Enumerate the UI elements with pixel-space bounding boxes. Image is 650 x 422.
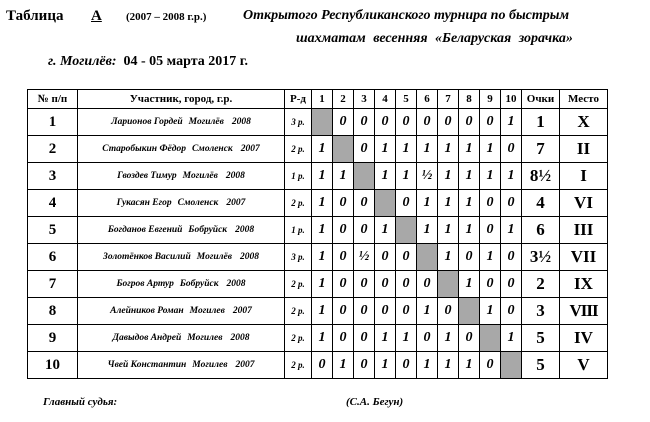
rank-cell: 3 р.: [285, 109, 312, 136]
participant-city: Могилев: [192, 360, 228, 370]
result-cell: 1: [417, 190, 438, 217]
participant-cell: [78, 298, 285, 325]
table-row: [28, 109, 608, 136]
result-cell: 1: [459, 271, 480, 298]
result-cell: 1: [333, 163, 354, 190]
table-row: [28, 190, 608, 217]
result-cell: ½: [354, 244, 375, 271]
points-cell: 3: [522, 298, 560, 325]
participant-cell: [78, 163, 285, 190]
chief-judge-label: Главный судья:: [43, 396, 118, 408]
result-cell: 1: [438, 136, 459, 163]
col-header-round-9: 9: [480, 90, 501, 109]
participant-birth-year: 2008: [226, 279, 246, 289]
result-cell: 1: [459, 163, 480, 190]
table-row: [28, 352, 608, 379]
row-number: 7: [28, 271, 78, 298]
row-number: 10: [28, 352, 78, 379]
diagonal-cell: [480, 325, 501, 352]
participant-name: Ларионов Гордей: [111, 117, 183, 127]
row-number: 5: [28, 217, 78, 244]
col-header-round-6: 6: [417, 90, 438, 109]
result-cell: 0: [438, 298, 459, 325]
result-cell: 1: [375, 217, 396, 244]
participant-city: Смоленск: [191, 144, 233, 154]
result-cell: 0: [354, 325, 375, 352]
participant-cell: [78, 190, 285, 217]
result-cell: 1: [501, 325, 522, 352]
col-header-round-1: 1: [312, 90, 333, 109]
row-number: 9: [28, 325, 78, 352]
table-row: [28, 298, 608, 325]
row-number: 2: [28, 136, 78, 163]
participant-cell: [78, 244, 285, 271]
rank-cell: 2 р.: [285, 352, 312, 379]
result-cell: 1: [375, 163, 396, 190]
diagonal-cell: [312, 109, 333, 136]
result-cell: 0: [501, 136, 522, 163]
place-cell: IX: [560, 271, 608, 298]
col-header-num: № п/п: [28, 90, 78, 109]
result-cell: 0: [354, 271, 375, 298]
row-number: 8: [28, 298, 78, 325]
result-cell: 1: [459, 352, 480, 379]
result-cell: 0: [480, 271, 501, 298]
result-cell: 0: [396, 244, 417, 271]
participant-name: Золотёнков Василий: [103, 252, 191, 262]
result-cell: 1: [312, 298, 333, 325]
rank-cell: 2 р.: [285, 271, 312, 298]
result-cell: 0: [354, 136, 375, 163]
diagonal-cell: [333, 136, 354, 163]
result-cell: 1: [312, 271, 333, 298]
result-cell: 0: [459, 325, 480, 352]
col-header-points: Очки: [522, 90, 560, 109]
result-cell: 0: [417, 109, 438, 136]
result-cell: 1: [438, 325, 459, 352]
participant-cell: [78, 325, 285, 352]
result-cell: 0: [459, 244, 480, 271]
rank-cell: 1 р.: [285, 163, 312, 190]
chief-judge-name: (С.А. Бегун): [346, 396, 404, 408]
result-cell: 0: [438, 109, 459, 136]
result-cell: 1: [438, 244, 459, 271]
result-cell: 0: [417, 325, 438, 352]
result-cell: 0: [480, 352, 501, 379]
tournament-title-line1: Открытого Республиканского турнира по быстрым: [243, 8, 570, 23]
result-cell: 1: [375, 325, 396, 352]
rank-cell: 2 р.: [285, 136, 312, 163]
result-cell: 1: [501, 109, 522, 136]
participant-city: Смоленск: [177, 198, 219, 208]
participant-name: Гукасян Егор: [116, 198, 172, 208]
result-cell: 0: [396, 190, 417, 217]
points-cell: 1: [522, 109, 560, 136]
result-cell: 1: [438, 217, 459, 244]
result-cell: 1: [417, 352, 438, 379]
result-cell: 0: [375, 109, 396, 136]
participant-name: Алейников Роман: [110, 306, 184, 316]
place-cell: IV: [560, 325, 608, 352]
participant-city: Могилев: [187, 333, 223, 343]
participant-birth-year: 2008: [235, 225, 255, 235]
participant-city: Бобруйск: [188, 225, 228, 235]
col-header-rank: Р-д: [285, 90, 312, 109]
result-cell: 0: [501, 190, 522, 217]
table-row: [28, 244, 608, 271]
col-header-round-2: 2: [333, 90, 354, 109]
result-cell: 0: [333, 190, 354, 217]
place-cell: VII: [560, 244, 608, 271]
col-header-round-5: 5: [396, 90, 417, 109]
diagonal-cell: [438, 271, 459, 298]
result-cell: 0: [333, 109, 354, 136]
points-cell: 3½: [522, 244, 560, 271]
result-cell: 0: [501, 298, 522, 325]
birth-years: (2007 – 2008 г.р.): [126, 11, 207, 23]
location-dates: [48, 54, 248, 70]
result-cell: ½: [417, 163, 438, 190]
col-header-round-3: 3: [354, 90, 375, 109]
col-header-round-8: 8: [459, 90, 480, 109]
points-cell: 8½: [522, 163, 560, 190]
diagonal-cell: [396, 217, 417, 244]
diagonal-cell: [417, 244, 438, 271]
place-cell: V: [560, 352, 608, 379]
table-row: [28, 271, 608, 298]
result-cell: 0: [501, 244, 522, 271]
table-row: [28, 325, 608, 352]
result-cell: 1: [396, 136, 417, 163]
result-cell: 0: [480, 190, 501, 217]
result-cell: 1: [438, 352, 459, 379]
participant-birth-year: 2007: [235, 360, 255, 370]
result-cell: 0: [354, 298, 375, 325]
points-cell: 6: [522, 217, 560, 244]
participant-birth-year: 2008: [239, 252, 259, 262]
place-cell: X: [560, 109, 608, 136]
result-cell: 1: [480, 298, 501, 325]
row-number: 4: [28, 190, 78, 217]
result-cell: 1: [312, 325, 333, 352]
result-cell: 1: [417, 136, 438, 163]
participant-name: Чвей Константин: [107, 360, 187, 370]
participant-name: Давыдов Андрей: [112, 333, 182, 343]
place-cell: VIII: [560, 298, 608, 325]
participant-name: Богданов Евгений: [107, 225, 183, 235]
place-cell: II: [560, 136, 608, 163]
result-cell: 1: [459, 136, 480, 163]
row-number: 6: [28, 244, 78, 271]
result-cell: 1: [417, 217, 438, 244]
result-cell: 1: [459, 217, 480, 244]
participant-birth-year: 2008: [230, 333, 250, 343]
result-cell: 1: [375, 136, 396, 163]
result-cell: 1: [312, 244, 333, 271]
result-cell: 0: [396, 271, 417, 298]
result-cell: 0: [354, 217, 375, 244]
rank-cell: 2 р.: [285, 298, 312, 325]
participant-city: Могилёв: [182, 171, 218, 181]
col-header-round-4: 4: [375, 90, 396, 109]
result-cell: 0: [501, 271, 522, 298]
participant-birth-year: 2008: [231, 117, 251, 127]
result-cell: 1: [417, 298, 438, 325]
participant-birth-year: 2007: [232, 306, 252, 316]
col-header-round-7: 7: [438, 90, 459, 109]
result-cell: 1: [480, 163, 501, 190]
result-cell: 1: [459, 190, 480, 217]
participant-birth-year: 2008: [225, 171, 245, 181]
result-cell: 1: [333, 352, 354, 379]
place-cell: I: [560, 163, 608, 190]
result-cell: 0: [396, 352, 417, 379]
result-cell: 0: [333, 271, 354, 298]
diagonal-cell: [459, 298, 480, 325]
points-cell: 2: [522, 271, 560, 298]
row-number: 3: [28, 163, 78, 190]
result-cell: 0: [333, 325, 354, 352]
participant-city: Могилёв: [196, 252, 232, 262]
result-cell: 1: [312, 217, 333, 244]
result-cell: 0: [354, 352, 375, 379]
rank-cell: 2 р.: [285, 190, 312, 217]
participant-name: Богров Артур: [116, 279, 174, 289]
participant-city: Могилёв: [188, 117, 224, 127]
result-cell: 1: [480, 136, 501, 163]
dates: 04 - 05 марта 2017 г.: [123, 54, 249, 69]
result-cell: 1: [438, 190, 459, 217]
result-cell: 0: [480, 217, 501, 244]
result-cell: 0: [396, 298, 417, 325]
result-cell: 1: [501, 217, 522, 244]
result-cell: 1: [375, 352, 396, 379]
participant-birth-year: 2007: [240, 144, 260, 154]
participant-cell: [78, 271, 285, 298]
result-cell: 0: [396, 109, 417, 136]
diagonal-cell: [354, 163, 375, 190]
crosstable: [27, 89, 608, 379]
table-letter: А: [91, 8, 102, 24]
row-number: 1: [28, 109, 78, 136]
col-header-round-10: 10: [501, 90, 522, 109]
rank-cell: 1 р.: [285, 217, 312, 244]
result-cell: 0: [333, 298, 354, 325]
table-row: [28, 217, 608, 244]
result-cell: 0: [312, 352, 333, 379]
points-cell: 5: [522, 352, 560, 379]
col-header-participant: Участник, город, г.р.: [78, 90, 285, 109]
points-cell: 4: [522, 190, 560, 217]
header-row: [28, 90, 608, 109]
result-cell: 1: [312, 190, 333, 217]
points-cell: 5: [522, 325, 560, 352]
place-cell: VI: [560, 190, 608, 217]
result-cell: 0: [459, 109, 480, 136]
table-row: [28, 136, 608, 163]
result-cell: 0: [417, 271, 438, 298]
rank-cell: 2 р.: [285, 325, 312, 352]
result-cell: 0: [375, 298, 396, 325]
result-cell: 0: [480, 109, 501, 136]
participant-birth-year: 2007: [226, 198, 246, 208]
result-cell: 0: [354, 109, 375, 136]
result-cell: 0: [375, 244, 396, 271]
col-header-place: Место: [560, 90, 608, 109]
table-row: [28, 163, 608, 190]
participant-cell: [78, 352, 285, 379]
result-cell: 1: [501, 163, 522, 190]
rank-cell: 3 р.: [285, 244, 312, 271]
diagonal-cell: [501, 352, 522, 379]
result-cell: 1: [312, 163, 333, 190]
result-cell: 0: [375, 271, 396, 298]
participant-cell: [78, 109, 285, 136]
points-cell: 7: [522, 136, 560, 163]
participant-cell: [78, 136, 285, 163]
result-cell: 1: [438, 163, 459, 190]
diagonal-cell: [375, 190, 396, 217]
participant-name: Гвоздев Тимур: [117, 171, 177, 181]
participant-name: Старобыкин Фёдор: [102, 144, 186, 154]
participant-city: Могилев: [189, 306, 225, 316]
result-cell: 1: [396, 325, 417, 352]
city: г. Могилёв:: [48, 54, 117, 69]
place-cell: III: [560, 217, 608, 244]
participant-city: Бобруйск: [179, 279, 219, 289]
table-label: Таблица: [6, 8, 64, 24]
result-cell: 1: [396, 163, 417, 190]
result-cell: 1: [312, 136, 333, 163]
result-cell: 0: [354, 190, 375, 217]
participant-cell: [78, 217, 285, 244]
tournament-title-line2: шахматам весенняя «Беларуская зорачка»: [296, 31, 573, 46]
result-cell: 1: [480, 244, 501, 271]
result-cell: 0: [333, 217, 354, 244]
result-cell: 0: [333, 244, 354, 271]
